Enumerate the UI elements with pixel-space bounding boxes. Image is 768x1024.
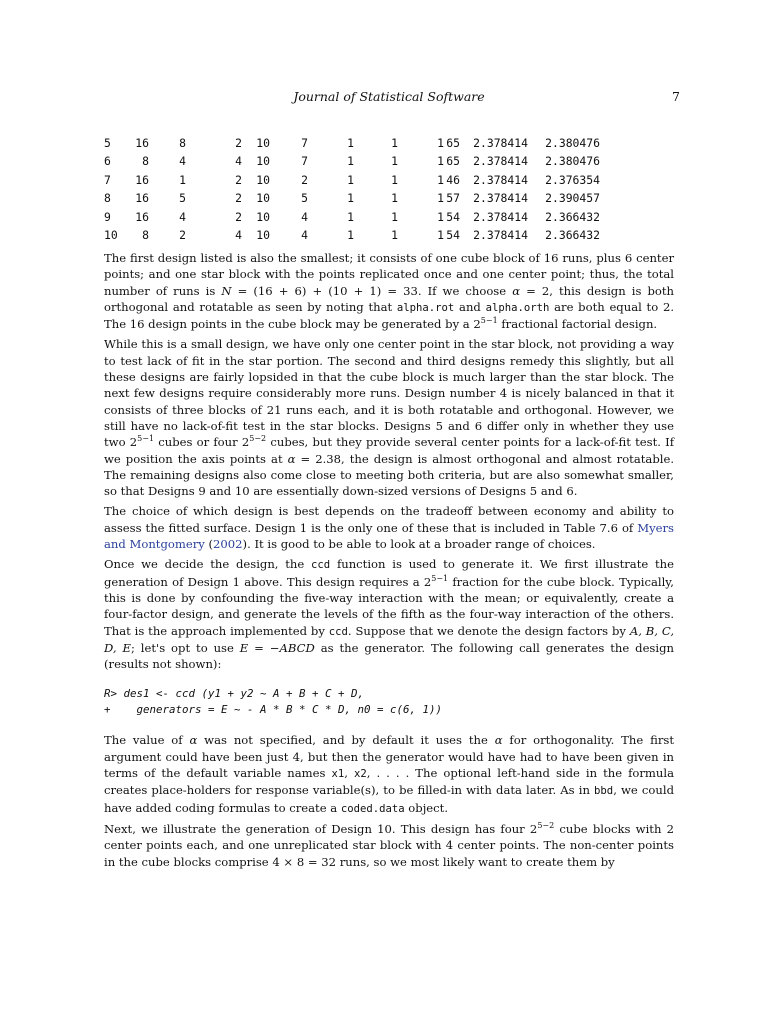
table-cell: 2.378414: [473, 172, 528, 187]
math: ABCD: [279, 640, 315, 655]
design-table: [104, 134, 600, 244]
table-row: [104, 226, 600, 244]
table-row: [104, 171, 600, 189]
table-cell: 5: [179, 191, 186, 206]
table-row: [104, 208, 600, 226]
table-cell: 1: [437, 209, 444, 224]
inline-code: ccd: [328, 625, 348, 638]
inline-code: coded.data: [340, 802, 405, 815]
running-head: [0, 89, 768, 107]
table-cell: 1: [437, 136, 444, 150]
inline-code: alpha.rot: [396, 301, 455, 314]
table-cell: 2.378414: [473, 154, 528, 169]
table-cell: 1: [347, 228, 354, 243]
inline-code: x1: [331, 768, 345, 781]
table-cell: 54: [446, 209, 460, 224]
paragraph: Once we decide the design, the ccd function is used to generate it. We first illustrate the generation of Design 1 above. This design requires a $2^{5-1}$ fraction for the cube block. Typically, this is done by confounding the five-way interaction with the mean; or equivalently, create a four-factor design, and generate the levels of the fifth as the four-way interaction of the others. That is the approach implemented by ccd. Suppose that we denote the design factors by A, B, C, D, E; let's opt to use E = −ABCD as the generator. The following call generates the design (results not shown):: [104, 557, 674, 672]
table-cell: 1: [391, 209, 398, 224]
table-cell: 4: [235, 228, 242, 243]
table-cell: 1: [391, 191, 398, 206]
table-cell: 1: [179, 172, 186, 187]
superscript: 5−2: [537, 820, 555, 830]
table-cell: 2.380476: [545, 136, 600, 150]
table-cell: 1: [347, 191, 354, 206]
paragraph: The choice of which design is best depends on the tradeoff between economy and ability to assess the fitted surface. Design 1 is the only one of these that is included in Table 7.6 of Myers and Montgomery (2002). It is good to be able to look at a broader range of choices.: [104, 504, 674, 552]
table-cell: 1: [391, 136, 398, 150]
table-cell: 7: [301, 154, 308, 169]
page-number: 7: [672, 89, 680, 104]
table-cell: 7: [301, 136, 308, 150]
superscript: 5−1: [480, 316, 498, 326]
paragraph: The first design listed is also the smallest; it consists of one cube block of 16 runs, plus 6 center points; and one star block with the points replicated once and one center point; thus, the total number of runs is N = (16 + 6) + (10 + 1) = 33. If we choose α = 2, this design is both orthogonal and rotatable as seen by noting that alpha.rot and alpha.orth are both equal to 2. The 16 design points in the cube block may be generated by a $2^{5-1}$ fractional factorial design.: [104, 251, 675, 332]
table-cell: 57: [446, 191, 460, 206]
table-cell: 8: [179, 136, 186, 150]
table-cell: 54: [446, 228, 460, 243]
citation-year-link[interactable]: 2002: [213, 537, 243, 552]
inline-code: alpha.orth: [485, 301, 550, 314]
table-cell: 4: [179, 154, 186, 169]
table-cell: 2.390457: [545, 191, 600, 206]
table-cell: 2: [235, 172, 242, 187]
article-body: [104, 250, 674, 874]
table-cell: 1: [437, 191, 444, 206]
paragraph: The value of α was not specified, and by default it uses the α for orthogonality. The first argument could have been just 4, but then the generator would have had to have been given in terms of the default variable names x1, x2, . . . . The optional left-hand side in the formula creates place-holders for response variable(s), to be filled-in with data later. As in bbd, we could have added coding formulas to create a coded.data object.: [104, 733, 675, 815]
table-cell: 1: [437, 172, 444, 187]
table-cell: 2.378414: [473, 136, 528, 150]
table-cell: 8: [104, 191, 111, 206]
table-cell: 4: [235, 154, 242, 169]
table-cell: 2: [235, 136, 242, 150]
table-cell: 2.378414: [473, 228, 528, 243]
table-cell: 1: [347, 136, 354, 150]
table-cell: 2: [179, 228, 186, 243]
math: α: [287, 451, 296, 466]
table-cell: 10: [256, 228, 270, 243]
code-line: R> des1 <- ccd (y1 + y2 ~ A + B + C + D,: [104, 687, 365, 701]
table-cell: 46: [446, 172, 460, 187]
math: α: [189, 733, 198, 748]
table-cell: 1: [347, 209, 354, 224]
table-cell: 2.366432: [545, 209, 600, 224]
table-cell: 2.380476: [545, 154, 600, 169]
inline-code: bbd: [594, 785, 614, 798]
code-line: + generators = E ~ - A * B * C * D, n0 = c(6, 1)): [104, 703, 443, 717]
table-cell: 7: [104, 172, 111, 187]
table-cell: 10: [104, 228, 118, 243]
table-cell: 8: [142, 228, 149, 243]
math: α: [512, 283, 521, 298]
table-cell: 10: [256, 209, 270, 224]
table-cell: 10: [256, 154, 270, 169]
table-cell: 2: [235, 191, 242, 206]
code-block: [104, 686, 674, 718]
table-cell: 1: [347, 172, 354, 187]
table-cell: 2.378414: [473, 209, 528, 224]
superscript: 5−1: [137, 434, 155, 444]
paragraph: Next, we illustrate the generation of Design 10. This design has four $2^{5-2}$ cube blocks with 2 center points each, and one unreplicated star block with 4 center points. The non-center points in the cube blocks comprise 4 × 8 = 32 runs, so we most likely want to create them by: [104, 820, 674, 869]
journal-title: Journal of Statistical Software: [293, 89, 485, 104]
table-cell: 6: [104, 154, 111, 169]
table-cell: 1: [391, 154, 398, 169]
table-cell: 1: [437, 228, 444, 243]
table-cell: 4: [301, 228, 308, 243]
table-cell: 1: [391, 228, 398, 243]
table-cell: 8: [142, 154, 149, 169]
table-cell: 10: [256, 136, 270, 150]
table-cell: 16: [135, 136, 149, 150]
paragraph: While this is a small design, we have only one center point in the star block, not providing a way to test lack of fit in the star portion. The second and third designs remedy this slightly, but all these designs are fairly lopsided in that the cube block is much larger than the star block. The next few designs require considerably more runs. Design number 4 is nicely balanced in that it consists of three blocks of 21 runs each, and it is both rotatable and orthogonal. However, we still have no lack-of-fit test in the star blocks. Designs 5 and 6 differ only in whether they use two $2^{5-1}$ cubes or four $2^{5-2}$ cubes, but they provide several center points for a lack-of-fit test. If we position the axis points at α = 2.38, the design is almost orthogonal and almost rotatable. The remaining designs also come close to meeting both criteria, but are also somewhat smaller, so that Designs 9 and 10 are essentially down-sized versions of Designs 5 and 6.: [104, 337, 675, 499]
table-cell: 1: [347, 154, 354, 169]
table-cell: 2: [235, 209, 242, 224]
table-cell: 1: [437, 154, 444, 169]
math: E: [239, 640, 249, 655]
inline-code: x2: [354, 768, 367, 781]
table-cell: 2.376354: [545, 172, 600, 187]
citation-link[interactable]: Myers and Montgomery: [104, 520, 674, 552]
table-cell: 16: [135, 209, 149, 224]
math: α: [494, 733, 503, 748]
table-cell: 65: [446, 136, 460, 150]
table-cell: 10: [256, 172, 270, 187]
table-cell: 2: [301, 172, 308, 187]
superscript: 5−2: [249, 434, 267, 444]
table-cell: 2.366432: [545, 228, 600, 243]
table-cell: 16: [135, 172, 149, 187]
table-cell: 10: [256, 191, 270, 206]
table-cell: 9: [104, 209, 111, 224]
superscript: 5−1: [431, 573, 449, 583]
math: N: [221, 283, 232, 298]
table-cell: 65: [446, 154, 460, 169]
table-cell: 5: [104, 136, 111, 150]
table-cell: 16: [135, 191, 149, 206]
table-row: [104, 189, 600, 207]
table-cell: 4: [301, 209, 308, 224]
inline-code: ccd: [311, 559, 331, 572]
table-cell: 4: [179, 209, 186, 224]
table-row: [104, 152, 600, 170]
table-cell: 1: [391, 172, 398, 187]
math: A, B, C, D, E: [104, 623, 674, 655]
table-row: [104, 134, 600, 152]
table-cell: 2.378414: [473, 191, 528, 206]
table-cell: 5: [301, 191, 308, 206]
